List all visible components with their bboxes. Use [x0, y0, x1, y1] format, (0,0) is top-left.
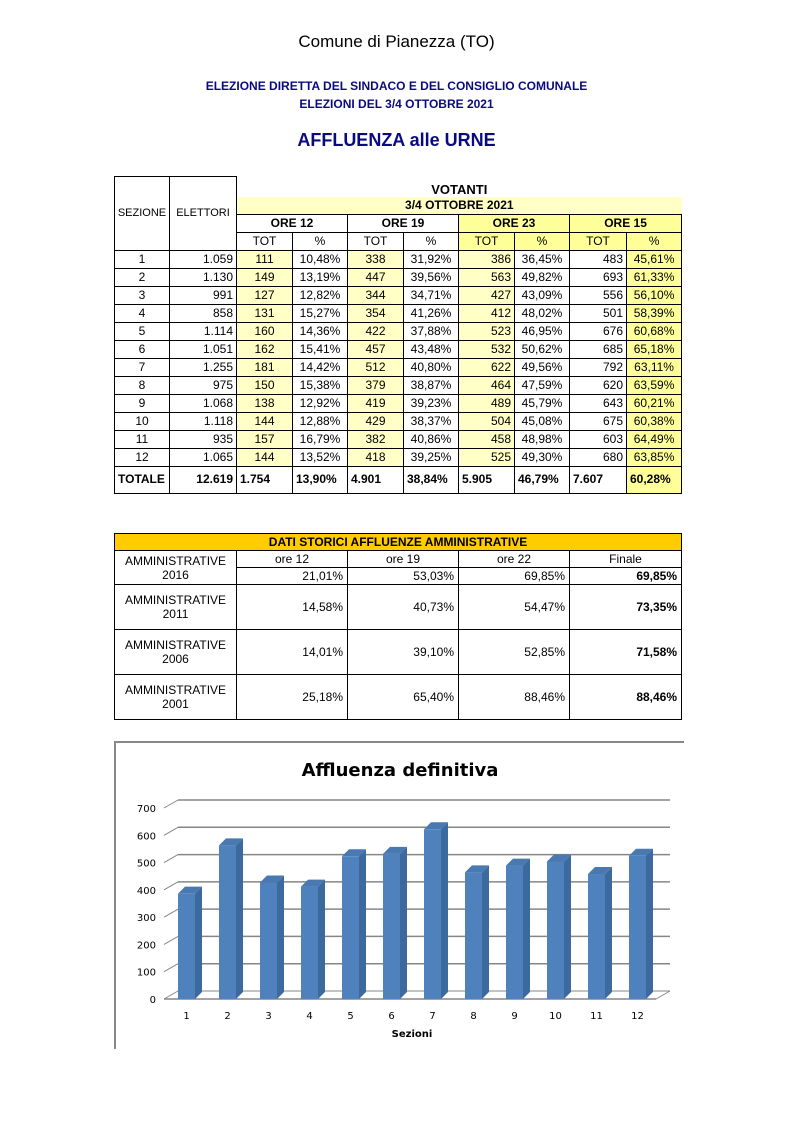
chart-title: Affluenza definitiva: [301, 760, 499, 781]
grid-diagonal: [164, 936, 178, 944]
bar-side: [482, 865, 489, 999]
tot-12-cell: 127: [237, 286, 293, 304]
storici-label-type: AMMINISTRATIVE: [124, 638, 227, 652]
table-row: [115, 304, 682, 322]
storici-value: 88,46%: [459, 675, 570, 720]
storici-value: 88,46%: [570, 675, 682, 720]
totale-label: TOTALE: [115, 466, 170, 493]
sezione-cell: 10: [115, 412, 170, 430]
elettori-cell: 1.255: [170, 358, 237, 376]
header-elettori: ELETTORI: [170, 177, 237, 251]
pct-19-cell: 40,86%: [404, 430, 459, 448]
totale-elettori: 12.619: [170, 466, 237, 493]
tot-15-cell: 483: [570, 250, 627, 268]
elettori-cell: 935: [170, 430, 237, 448]
bar: [301, 880, 325, 999]
tot-12-cell: 149: [237, 268, 293, 286]
tot-12-cell: 131: [237, 304, 293, 322]
pct-15-cell: 63,59%: [627, 376, 682, 394]
comune-title: Comune di Pianezza (TO): [298, 32, 495, 51]
tot-19-cell: 429: [348, 412, 404, 430]
bar-front: [506, 866, 523, 999]
pct-23-cell: 50,62%: [515, 340, 570, 358]
pct-19-cell: 31,92%: [404, 250, 459, 268]
totale-pct-12: 13,90%: [293, 466, 348, 493]
bar: [178, 887, 202, 999]
elettori-cell: 1.130: [170, 268, 237, 286]
pct-19-cell: 38,87%: [404, 376, 459, 394]
pct-15-cell: 65,18%: [627, 340, 682, 358]
x-tick-label: 3: [265, 1011, 272, 1022]
table-row: [115, 448, 682, 466]
storici-label-year: 2016: [162, 567, 189, 582]
elettori-cell: 1.065: [170, 448, 237, 466]
x-tick-label: 1: [183, 1011, 190, 1022]
tot-15-cell: 676: [570, 322, 627, 340]
votanti-table: [114, 176, 682, 494]
y-tick-label: 700: [136, 804, 156, 815]
sub-tot: TOT: [459, 232, 515, 250]
grid-diagonal: [164, 882, 178, 890]
x-tick-label: 6: [388, 1011, 395, 1022]
tot-15-cell: 501: [570, 304, 627, 322]
tot-19-cell: 422: [348, 322, 404, 340]
bar: [424, 822, 448, 999]
storici-label-type: AMMINISTRATIVE: [124, 593, 227, 607]
pct-12-cell: 12,92%: [293, 394, 348, 412]
storici-row: [115, 675, 682, 720]
pct-12-cell: 15,41%: [293, 340, 348, 358]
tot-12-cell: 144: [237, 448, 293, 466]
pct-23-cell: 46,95%: [515, 322, 570, 340]
sezione-cell: 9: [115, 394, 170, 412]
x-axis-title: Sezioni: [391, 1029, 433, 1040]
bar: [506, 859, 530, 999]
bar-front: [178, 894, 195, 999]
bar-side: [318, 880, 325, 999]
totale-pct-15: 60,28%: [627, 466, 682, 493]
bar-side: [564, 854, 571, 999]
storici-value: 54,47%: [459, 585, 570, 630]
sezione-cell: 5: [115, 322, 170, 340]
chart-container: [114, 741, 684, 1049]
storici-value: 52,85%: [459, 630, 570, 675]
elettori-cell: 1.118: [170, 412, 237, 430]
table-row: [115, 268, 682, 286]
election-date-subtitle: ELEZIONI DEL 3/4 OTTOBRE 2021: [299, 97, 494, 111]
pct-12-cell: 13,19%: [293, 268, 348, 286]
header-ore-12: ORE 12: [237, 214, 348, 232]
totale-row: [115, 466, 682, 493]
pct-12-cell: 12,88%: [293, 412, 348, 430]
storici-value: 65,40%: [348, 675, 459, 720]
table-row: [115, 250, 682, 268]
bar-side: [195, 887, 202, 999]
bar: [260, 875, 284, 999]
tot-23-cell: 532: [459, 340, 515, 358]
bar-side: [400, 847, 407, 999]
storici-label-type: AMMINISTRATIVE: [124, 553, 227, 568]
tot-15-cell: 620: [570, 376, 627, 394]
storici-value: 53,03%: [348, 568, 459, 585]
bar-side: [646, 849, 653, 999]
tot-12-cell: 138: [237, 394, 293, 412]
tot-23-cell: 523: [459, 322, 515, 340]
table-row: [115, 340, 682, 358]
x-tick-label: 7: [429, 1011, 436, 1022]
storici-label-year: 2011: [162, 607, 189, 621]
elettori-cell: 1.068: [170, 394, 237, 412]
pct-15-cell: 58,39%: [627, 304, 682, 322]
y-tick-label: 200: [136, 940, 156, 952]
table-row: [115, 358, 682, 376]
storici-row-label: [115, 585, 237, 630]
tot-23-cell: 563: [459, 268, 515, 286]
bar-front: [588, 874, 605, 999]
tot-19-cell: 379: [348, 376, 404, 394]
bar-side: [523, 859, 530, 999]
pct-19-cell: 34,71%: [404, 286, 459, 304]
tot-12-cell: 160: [237, 322, 293, 340]
bar-side: [359, 849, 366, 999]
y-tick-label: 300: [136, 913, 156, 925]
tot-12-cell: 157: [237, 430, 293, 448]
sezione-cell: 2: [115, 268, 170, 286]
pct-23-cell: 45,08%: [515, 412, 570, 430]
bar: [383, 847, 407, 999]
totale-pct-19: 38,84%: [404, 466, 459, 493]
tot-12-cell: 150: [237, 376, 293, 394]
bar-side: [605, 867, 612, 999]
header-ore-15: ORE 15: [570, 214, 682, 232]
tot-23-cell: 525: [459, 448, 515, 466]
header-votanti: VOTANTI: [431, 181, 488, 197]
y-tick-label: 400: [136, 885, 156, 897]
pct-19-cell: 39,23%: [404, 394, 459, 412]
pct-12-cell: 15,38%: [293, 376, 348, 394]
storici-row-label: [115, 551, 237, 585]
bar-front: [629, 856, 646, 999]
tot-23-cell: 412: [459, 304, 515, 322]
tot-19-cell: 457: [348, 340, 404, 358]
bar-front: [342, 856, 359, 999]
tot-15-cell: 680: [570, 448, 627, 466]
table-row: [115, 376, 682, 394]
tot-19-cell: 354: [348, 304, 404, 322]
sezione-cell: 7: [115, 358, 170, 376]
elettori-cell: 1.114: [170, 322, 237, 340]
bar-front: [219, 845, 236, 999]
storici-row: [115, 630, 682, 675]
table-row: [115, 394, 682, 412]
tot-23-cell: 489: [459, 394, 515, 412]
storici-value: 71,58%: [570, 630, 682, 675]
pct-19-cell: 41,26%: [404, 304, 459, 322]
pct-23-cell: 49,56%: [515, 358, 570, 376]
tot-12-cell: 181: [237, 358, 293, 376]
sub-pct: %: [515, 232, 570, 250]
totale-tot-12: 1.754: [237, 466, 293, 493]
bar-side: [236, 838, 243, 999]
tot-23-cell: 386: [459, 250, 515, 268]
sezione-cell: 12: [115, 448, 170, 466]
pct-19-cell: 38,37%: [404, 412, 459, 430]
pct-15-cell: 63,11%: [627, 358, 682, 376]
grid-diagonal: [164, 855, 178, 863]
tot-23-cell: 622: [459, 358, 515, 376]
pct-23-cell: 43,09%: [515, 286, 570, 304]
pct-12-cell: 13,52%: [293, 448, 348, 466]
bar-front: [301, 887, 318, 999]
tot-19-cell: 338: [348, 250, 404, 268]
pct-19-cell: 37,88%: [404, 322, 459, 340]
pct-12-cell: 14,36%: [293, 322, 348, 340]
table-row: [115, 286, 682, 304]
storici-label-year: 2006: [162, 652, 189, 666]
pct-19-cell: 39,25%: [404, 448, 459, 466]
x-tick-label: 8: [470, 1011, 477, 1022]
x-tick-label: 10: [549, 1011, 562, 1022]
tot-12-cell: 111: [237, 250, 293, 268]
y-tick-label: 100: [136, 967, 156, 979]
bar-front: [383, 854, 400, 999]
x-tick-label: 4: [306, 1011, 313, 1022]
elettori-cell: 1.059: [170, 250, 237, 268]
x-tick-label: 11: [590, 1011, 603, 1022]
elettori-cell: 858: [170, 304, 237, 322]
pct-23-cell: 45,79%: [515, 394, 570, 412]
storici-label-year: 2001: [162, 697, 189, 711]
storici-value: 14,58%: [237, 585, 348, 630]
storici-row-label: [115, 630, 237, 675]
pct-12-cell: 10,48%: [293, 250, 348, 268]
sezione-cell: 1: [115, 250, 170, 268]
tot-23-cell: 458: [459, 430, 515, 448]
storici-row-label: [115, 675, 237, 720]
storici-hour-header: Finale: [570, 551, 682, 568]
totale-tot-23: 5.905: [459, 466, 515, 493]
sub-tot: TOT: [570, 232, 627, 250]
y-tick-label: 500: [136, 858, 156, 870]
pct-15-cell: 60,21%: [627, 394, 682, 412]
x-tick-label: 9: [511, 1011, 518, 1022]
header-ore-19: ORE 19: [348, 214, 459, 232]
tot-15-cell: 792: [570, 358, 627, 376]
page-title: AFFLUENZA alle URNE: [297, 130, 496, 150]
storici-value: 40,73%: [348, 585, 459, 630]
pct-15-cell: 63,85%: [627, 448, 682, 466]
tot-15-cell: 643: [570, 394, 627, 412]
pct-23-cell: 48,02%: [515, 304, 570, 322]
storici-table: [114, 533, 682, 720]
pct-23-cell: 47,59%: [515, 376, 570, 394]
x-tick-label: 5: [347, 1011, 354, 1022]
pct-12-cell: 12,82%: [293, 286, 348, 304]
pct-19-cell: 43,48%: [404, 340, 459, 358]
grid-diagonal: [164, 827, 178, 835]
tot-15-cell: 693: [570, 268, 627, 286]
storici-hour-header: ore 22: [459, 551, 570, 568]
x-tick-label: 12: [631, 1011, 644, 1022]
pct-19-cell: 40,80%: [404, 358, 459, 376]
storici-value: 25,18%: [237, 675, 348, 720]
tot-19-cell: 382: [348, 430, 404, 448]
sezione-cell: 8: [115, 376, 170, 394]
sub-tot: TOT: [348, 232, 404, 250]
bar-chart: [116, 743, 684, 1049]
storici-value: 39,10%: [348, 630, 459, 675]
bar-side: [277, 875, 284, 999]
bar: [219, 838, 243, 999]
pct-23-cell: 49,30%: [515, 448, 570, 466]
tot-19-cell: 419: [348, 394, 404, 412]
storici-row: [115, 551, 682, 568]
totale-tot-19: 4.901: [348, 466, 404, 493]
table-row: [115, 430, 682, 448]
tot-12-cell: 144: [237, 412, 293, 430]
tot-23-cell: 464: [459, 376, 515, 394]
elettori-cell: 991: [170, 286, 237, 304]
pct-15-cell: 64,49%: [627, 430, 682, 448]
pct-12-cell: 14,42%: [293, 358, 348, 376]
sezione-cell: 3: [115, 286, 170, 304]
storici-value: 69,85%: [459, 568, 570, 585]
elettori-cell: 975: [170, 376, 237, 394]
tot-19-cell: 418: [348, 448, 404, 466]
floor-edge: [656, 991, 670, 999]
sub-tot: TOT: [237, 232, 293, 250]
y-tick-label: 600: [136, 831, 156, 843]
table-row: [115, 322, 682, 340]
sub-pct: %: [404, 232, 459, 250]
storici-value: 14,01%: [237, 630, 348, 675]
grid-diagonal: [164, 964, 178, 972]
tot-23-cell: 427: [459, 286, 515, 304]
header-sezione: SEZIONE: [115, 177, 170, 251]
bar: [465, 865, 489, 999]
sezione-cell: 4: [115, 304, 170, 322]
sezione-cell: 6: [115, 340, 170, 358]
pct-15-cell: 61,33%: [627, 268, 682, 286]
bar: [588, 867, 612, 999]
storici-row: [115, 585, 682, 630]
grid-diagonal: [164, 991, 178, 999]
pct-19-cell: 39,56%: [404, 268, 459, 286]
totale-pct-23: 46,79%: [515, 466, 570, 493]
tot-15-cell: 685: [570, 340, 627, 358]
tot-19-cell: 512: [348, 358, 404, 376]
pct-15-cell: 60,38%: [627, 412, 682, 430]
bar: [547, 854, 571, 999]
pct-12-cell: 15,27%: [293, 304, 348, 322]
bar: [342, 849, 366, 999]
x-tick-label: 2: [224, 1011, 231, 1022]
pct-15-cell: 60,68%: [627, 322, 682, 340]
sezione-cell: 11: [115, 430, 170, 448]
tot-19-cell: 447: [348, 268, 404, 286]
y-tick-label: 0: [149, 995, 156, 1006]
tot-15-cell: 675: [570, 412, 627, 430]
pct-15-cell: 56,10%: [627, 286, 682, 304]
storici-value: 21,01%: [237, 568, 348, 585]
storici-label-type: AMMINISTRATIVE: [124, 683, 227, 697]
storici-value: 69,85%: [570, 568, 682, 585]
tot-23-cell: 504: [459, 412, 515, 430]
grid-diagonal: [164, 909, 178, 917]
sub-pct: %: [627, 232, 682, 250]
storici-hour-header: ore 19: [348, 551, 459, 568]
storici-title: DATI STORICI AFFLUENZE AMMINISTRATIVE: [115, 534, 682, 551]
tot-15-cell: 556: [570, 286, 627, 304]
tot-12-cell: 162: [237, 340, 293, 358]
elettori-cell: 1.051: [170, 340, 237, 358]
storici-value: 73,35%: [570, 585, 682, 630]
tot-19-cell: 344: [348, 286, 404, 304]
pct-23-cell: 36,45%: [515, 250, 570, 268]
election-subtitle: ELEZIONE DIRETTA DEL SINDACO E DEL CONSIGLIO COMUNALE: [205, 79, 588, 93]
pct-15-cell: 45,61%: [627, 250, 682, 268]
sub-pct: %: [293, 232, 348, 250]
pct-12-cell: 16,79%: [293, 430, 348, 448]
bar-front: [260, 882, 277, 999]
bar-front: [424, 829, 441, 999]
tot-15-cell: 603: [570, 430, 627, 448]
pct-23-cell: 49,82%: [515, 268, 570, 286]
header-date: 3/4 OTTOBRE 2021: [237, 197, 682, 215]
bar-front: [547, 861, 564, 999]
header-ore-23: ORE 23: [459, 214, 570, 232]
bar-side: [441, 822, 448, 999]
table-row: [115, 412, 682, 430]
bar-front: [465, 872, 482, 999]
storici-hour-header: ore 12: [237, 551, 348, 568]
pct-23-cell: 48,98%: [515, 430, 570, 448]
totale-tot-15: 7.607: [570, 466, 627, 493]
bar: [629, 849, 653, 999]
grid-diagonal: [164, 800, 178, 808]
